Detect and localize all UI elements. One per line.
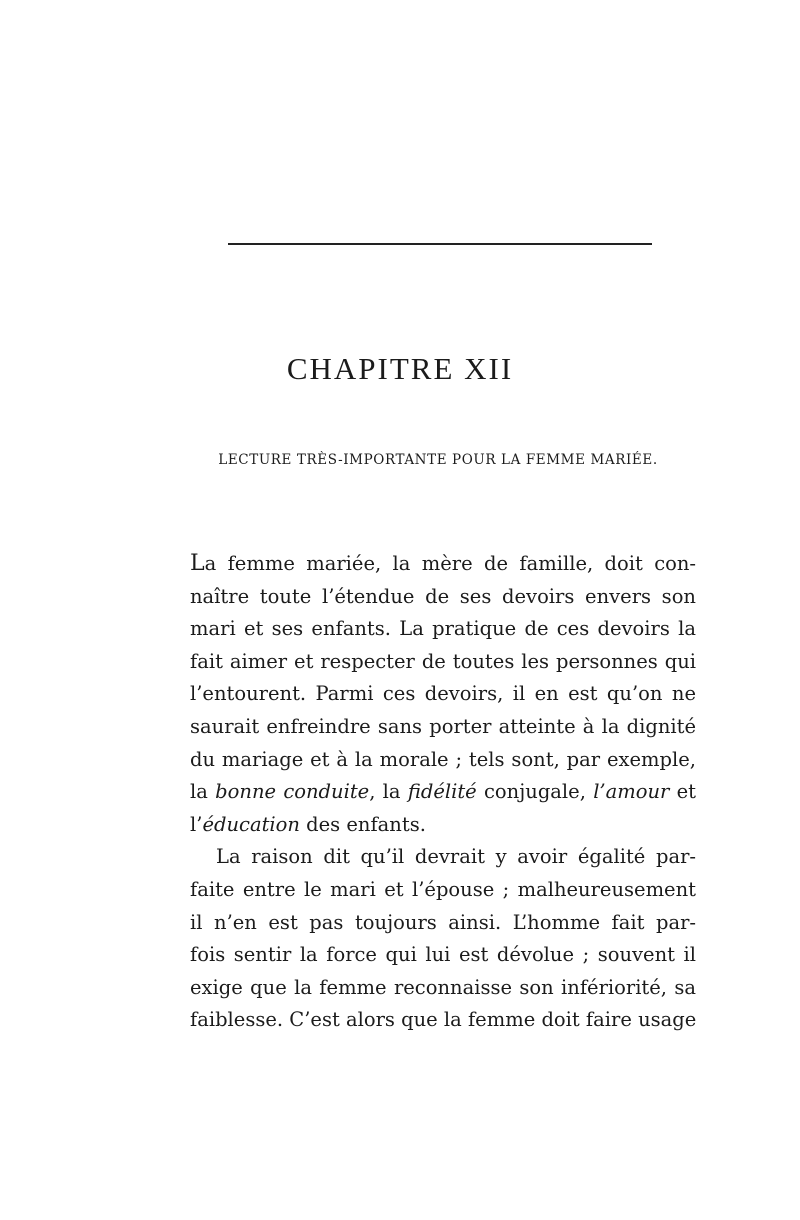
text-segment: la bbox=[190, 780, 216, 804]
text-line bbox=[190, 841, 696, 874]
text-line bbox=[190, 1004, 696, 1037]
text-line bbox=[190, 548, 696, 581]
text-line bbox=[190, 711, 696, 744]
text-line bbox=[190, 744, 696, 777]
italic-phrase: l’amour bbox=[593, 780, 670, 804]
text-line bbox=[190, 874, 696, 907]
line-text: l’entourent. Parmi ces devoirs, il en est qu’on ne bbox=[190, 682, 696, 706]
text-segment: l’ bbox=[190, 812, 203, 836]
text-segment: des enfants. bbox=[299, 812, 426, 836]
line-text: exige que la femme reconnaisse son infériorité, sa bbox=[190, 975, 696, 999]
text-line bbox=[190, 907, 696, 940]
text-line bbox=[190, 613, 696, 646]
italic-phrase: éducation bbox=[202, 812, 300, 836]
line-text: naître toute l’étendue de ses devoirs envers son bbox=[190, 584, 696, 608]
line-text: La raison dit qu’il devrait y avoir égalité par- bbox=[216, 845, 696, 869]
italic-phrase: fidélité bbox=[407, 780, 477, 804]
line-text: faite entre le mari et l’épouse ; malheureusement bbox=[190, 877, 696, 901]
lead-letter: L bbox=[190, 551, 205, 576]
line-text: du mariage et à la morale ; tels sont, par exemple, bbox=[190, 747, 696, 771]
line-text: il n’en est pas toujours ainsi. L’homme fait par- bbox=[190, 910, 696, 934]
text-line bbox=[190, 776, 696, 809]
header-rule bbox=[228, 243, 652, 245]
line-text: saurait enfreindre sans porter atteinte à la dignité bbox=[190, 714, 696, 738]
text-line bbox=[190, 939, 696, 972]
chapter-title: CHAPITRE XII bbox=[286, 350, 514, 386]
paragraph bbox=[190, 841, 696, 1037]
text-line bbox=[190, 809, 696, 842]
text-segment: et bbox=[669, 780, 697, 804]
italic-phrase: bonne conduite bbox=[215, 780, 370, 804]
text-line bbox=[190, 972, 696, 1005]
paragraph bbox=[190, 548, 696, 841]
line-text: faiblesse. C’est alors que la femme doit faire usage bbox=[190, 1008, 697, 1032]
text-line bbox=[190, 646, 696, 679]
line-text: fois sentir la force qui lui est dévolue ; souvent il bbox=[190, 943, 696, 967]
line-text: mari et ses enfants. La pratique de ces devoirs la bbox=[190, 617, 696, 641]
line-text: a femme mariée, la mère de famille, doit con- bbox=[204, 552, 696, 575]
body-text bbox=[190, 548, 696, 1037]
text-line bbox=[190, 678, 696, 711]
text-segment: conjugale, bbox=[476, 780, 594, 804]
text-line bbox=[190, 581, 696, 614]
line-text: fait aimer et respecter de toutes les personnes qui bbox=[190, 649, 696, 673]
section-title: LECTURE TRÈS-IMPORTANTE POUR LA FEMME MARIÉE. bbox=[218, 452, 658, 468]
text-segment: , la bbox=[369, 780, 408, 804]
